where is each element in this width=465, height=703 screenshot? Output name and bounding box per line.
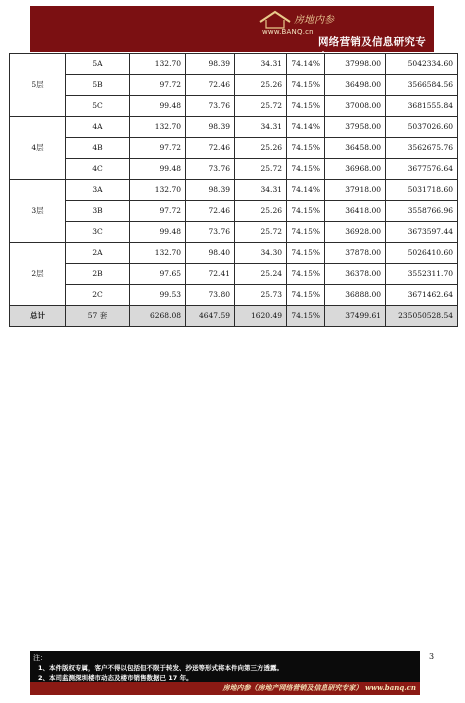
value-cell: 74.14%: [287, 180, 325, 201]
value-cell: 99.48: [130, 96, 186, 117]
value-cell: 132.70: [130, 180, 186, 201]
value-cell: 25.73: [235, 285, 287, 306]
total-cell: 235050528.54: [386, 306, 458, 327]
value-cell: 37878.00: [325, 243, 386, 264]
value-cell: 25.72: [235, 222, 287, 243]
value-cell: 97.72: [130, 75, 186, 96]
note-title: 注：: [33, 654, 47, 662]
value-cell: 73.76: [186, 222, 235, 243]
value-cell: 37008.00: [325, 96, 386, 117]
brand-name: 房地内参: [294, 15, 334, 26]
value-cell: 99.48: [130, 159, 186, 180]
value-cell: 98.39: [186, 54, 235, 75]
value-cell: 3673597.44: [386, 222, 458, 243]
table-row: [10, 138, 458, 159]
value-cell: 74.15%: [287, 75, 325, 96]
unit-cell: 3A: [66, 180, 130, 201]
table-row: [10, 222, 458, 243]
value-cell: 72.46: [186, 138, 235, 159]
header-banner: [30, 6, 434, 63]
value-cell: 97.72: [130, 138, 186, 159]
total-cell: 74.15%: [287, 306, 325, 327]
value-cell: 36968.00: [325, 159, 386, 180]
value-cell: 74.15%: [287, 201, 325, 222]
table-row: [10, 159, 458, 180]
value-cell: 73.76: [186, 159, 235, 180]
unit-cell: 4A: [66, 117, 130, 138]
value-cell: 97.72: [130, 201, 186, 222]
unit-cell: 2B: [66, 264, 130, 285]
value-cell: 34.31: [235, 54, 287, 75]
value-cell: 97.65: [130, 264, 186, 285]
unit-cell: 2C: [66, 285, 130, 306]
unit-cell: 5B: [66, 75, 130, 96]
value-cell: 74.14%: [287, 54, 325, 75]
total-row: [10, 306, 458, 327]
value-cell: 34.31: [235, 117, 287, 138]
table-row: [10, 264, 458, 285]
unit-cell: 3C: [66, 222, 130, 243]
total-label: 总计: [10, 306, 66, 327]
value-cell: 37998.00: [325, 54, 386, 75]
table-row: [10, 117, 458, 138]
floor-label: 4层: [10, 117, 66, 180]
value-cell: 34.30: [235, 243, 287, 264]
page-number: 3: [429, 652, 435, 661]
value-cell: 25.26: [235, 75, 287, 96]
footer: [30, 651, 420, 695]
value-cell: 3681555.84: [386, 96, 458, 117]
value-cell: 74.15%: [287, 96, 325, 117]
floor-label: 5层: [10, 54, 66, 117]
value-cell: 98.40: [186, 243, 235, 264]
total-cell: 6268.08: [130, 306, 186, 327]
value-cell: 3558766.96: [386, 201, 458, 222]
value-cell: 37958.00: [325, 117, 386, 138]
value-cell: 74.15%: [287, 285, 325, 306]
value-cell: 36928.00: [325, 222, 386, 243]
table-row: [10, 180, 458, 201]
table-row: [10, 54, 458, 75]
value-cell: 25.24: [235, 264, 287, 285]
table-body: [10, 54, 458, 327]
total-cell: 57 套: [66, 306, 130, 327]
value-cell: 3677576.64: [386, 159, 458, 180]
brand-url: www.BANQ.cn: [262, 28, 314, 36]
value-cell: 73.80: [186, 285, 235, 306]
value-cell: 73.76: [186, 96, 235, 117]
value-cell: 72.41: [186, 264, 235, 285]
value-cell: 3566584.56: [386, 75, 458, 96]
value-cell: 5042334.60: [386, 54, 458, 75]
footer-brand-bar: [30, 682, 420, 695]
note-copyright: 1、本件版权专属，客户不得以包括但不限于转发、抄送等形式将本件向第三方透露。: [38, 664, 284, 672]
unit-cell: 4C: [66, 159, 130, 180]
value-cell: 132.70: [130, 117, 186, 138]
value-cell: 3562675.76: [386, 138, 458, 159]
table-row: [10, 96, 458, 117]
value-cell: 132.70: [130, 54, 186, 75]
floor-label: 2层: [10, 243, 66, 306]
value-cell: 98.39: [186, 117, 235, 138]
value-cell: 37918.00: [325, 180, 386, 201]
note-monitoring: 2、本司监测深圳楼市动态及楼市销售数据已 17 年。: [38, 674, 193, 682]
value-cell: 132.70: [130, 243, 186, 264]
value-cell: 74.15%: [287, 159, 325, 180]
footer-brand: 房地内参（房地产网络营销及信息研究专家） www.banq.cn: [222, 683, 416, 692]
unit-cell: 5C: [66, 96, 130, 117]
value-cell: 74.15%: [287, 264, 325, 285]
table-row: [10, 201, 458, 222]
value-cell: 98.39: [186, 180, 235, 201]
table-row: [10, 75, 458, 96]
value-cell: 74.15%: [287, 222, 325, 243]
unit-cell: 5A: [66, 54, 130, 75]
table-row: [10, 243, 458, 264]
sales-table: [9, 53, 458, 327]
value-cell: 36498.00: [325, 75, 386, 96]
value-cell: 72.46: [186, 201, 235, 222]
value-cell: 36418.00: [325, 201, 386, 222]
unit-cell: 2A: [66, 243, 130, 264]
value-cell: 74.15%: [287, 138, 325, 159]
value-cell: 72.46: [186, 75, 235, 96]
value-cell: 74.14%: [287, 117, 325, 138]
value-cell: 99.48: [130, 222, 186, 243]
total-cell: 1620.49: [235, 306, 287, 327]
table-row: [10, 285, 458, 306]
value-cell: 36458.00: [325, 138, 386, 159]
total-cell: 37499.61: [325, 306, 386, 327]
unit-cell: 4B: [66, 138, 130, 159]
value-cell: 25.26: [235, 138, 287, 159]
value-cell: 25.72: [235, 159, 287, 180]
value-cell: 34.31: [235, 180, 287, 201]
value-cell: 5026410.60: [386, 243, 458, 264]
value-cell: 3671462.64: [386, 285, 458, 306]
value-cell: 25.72: [235, 96, 287, 117]
value-cell: 36378.00: [325, 264, 386, 285]
unit-cell: 3B: [66, 201, 130, 222]
value-cell: 74.15%: [287, 243, 325, 264]
value-cell: 36888.00: [325, 285, 386, 306]
value-cell: 99.53: [130, 285, 186, 306]
value-cell: 5031718.60: [386, 180, 458, 201]
brand-title: 网络营销及信息研究专家: [318, 36, 426, 63]
value-cell: 5037026.60: [386, 117, 458, 138]
total-cell: 4647.59: [186, 306, 235, 327]
value-cell: 3552311.70: [386, 264, 458, 285]
value-cell: 25.26: [235, 201, 287, 222]
floor-label: 3层: [10, 180, 66, 243]
